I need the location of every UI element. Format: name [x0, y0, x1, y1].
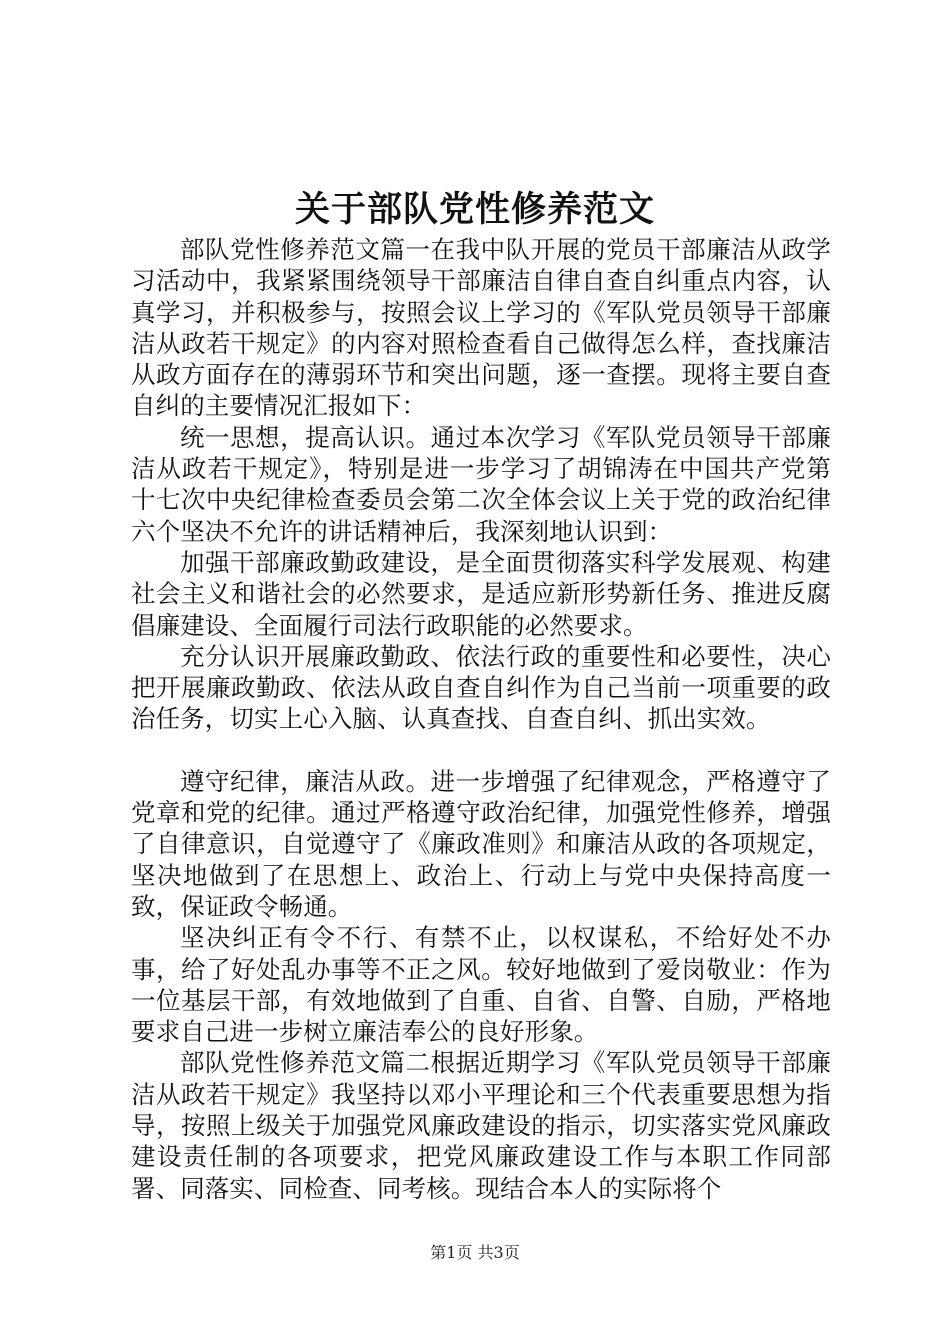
paragraph-1: 部队党性修养范文篇一在我中队开展的党员干部廉洁从政学习活动中，我紧紧围绕领导干部廉洁自律自查自纠重点内容，认真学习，并积极参与，按照会议上学习的《军队党员领导干部廉洁从政若干规定》的内容对照检查看自己做得怎么样，查找廉洁从政方面存在的薄弱环节和突出问题，逐一查摆。现将主要自查自纠的主要情况汇报如下： — [131, 235, 831, 421]
document-body — [131, 234, 831, 1204]
paragraph-4: 充分认识开展廉政勤政、依法行政的重要性和必要性，决心把开展廉政勤政、依法从政自查自纠作为自己当前一项重要的政治任务，切实上心入脑、认真查找、自查自纠、抓出实效。 — [131, 641, 831, 734]
paragraph-2: 统一思想，提高认识。通过本次学习《军队党员领导干部廉洁从政若干规定》，特别是进一步学习了胡锦涛在中国共产党第十七次中央纪律检查委员会第二次全体会议上关于党的政治纪律六个坚决不允许的讲话精神后，我深刻地认识到： — [131, 422, 831, 546]
page-number-footer: 第1页 共3页 — [430, 1243, 520, 1262]
paragraph-6: 坚决纠正有令不行、有禁不止，以权谋私，不给好处不办事，给了好处乱办事等不正之风。较好地做到了爱岗敬业：作为一位基层干部，有效地做到了自重、自省、自警、自励，严格地要求自己进一步树立廉洁奉公的良好形象。 — [131, 923, 831, 1047]
paragraph-3: 加强干部廉政勤政建设，是全面贯彻落实科学发展观、构建社会主义和谐社会的必然要求，是适应新形势新任务、推进反腐倡廉建设、全面履行司法行政职能的必然要求。 — [131, 547, 831, 640]
paragraph-5: 遵守纪律，廉洁从政。进一步增强了纪律观念，严格遵守了党章和党的纪律。通过严格遵守政治纪律，加强党性修养，增强了自律意识，自觉遵守了《廉政准则》和廉洁从政的各项规定，坚决地做到了在思想上、政治上、行动上与党中央保持高度一致，保证政令畅通。 — [131, 766, 831, 921]
document-title: 关于部队党性修养范文 — [294, 189, 655, 230]
paragraph-7: 部队党性修养范文篇二根据近期学习《军队党员领导干部廉洁从政若干规定》我坚持以邓小平理论和三个代表重要思想为指导，按照上级关于加强党风廉政建设的指示，切实落实党风廉政建设责任制的各项要求，把党风廉政建设工作与本职工作同部署、同落实、同检查、同考核。现结合本人的实际将个 — [131, 1048, 831, 1203]
